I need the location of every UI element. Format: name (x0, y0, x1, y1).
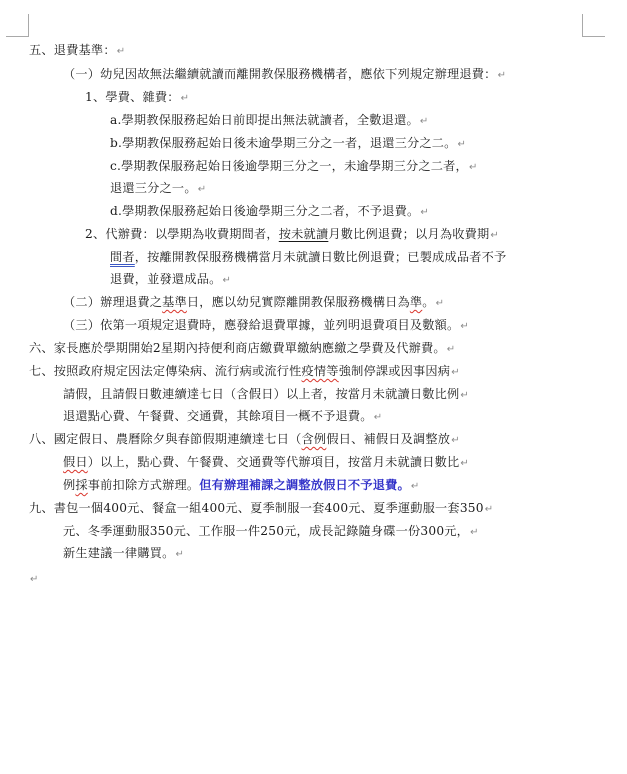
paragraph-mark-icon: ↵ (470, 527, 479, 538)
section-6: 六、家長應於學期開始2星期內持便利商店繳費單繳納應繳之學費及代辦費。↵ (29, 341, 456, 355)
spellcheck-flagged-text: 假日 (63, 455, 88, 469)
paragraph-mark-icon: ↵ (457, 139, 467, 150)
item-5-1-1-c: c.學期教保服務起始日後逾學期三分之一，未逾學期三分之二者，↵ (110, 159, 478, 173)
section-9-cont2: 新生建議一律購買。↵ (63, 546, 185, 560)
section-8-cont: 假日）以上，點心費、午餐費、交通費等代辦項目，按當月未就讀日數比↵ (63, 455, 469, 469)
item-5-1-1-a: a.學期教保服務起始日前即提出無法就讀者，全數退還。↵ (110, 113, 429, 127)
paragraph-mark-icon: ↵ (490, 230, 499, 241)
item-5-1-1-d: d.學期教保服務起始日後逾學期三分之二者，不予退費。↵ (110, 204, 429, 218)
item-5-1-2-cont: 間者，按離開教保服務機構當月未就讀日數比例退費；已製成成品者不予 (110, 250, 507, 264)
spellcheck-flagged-text: 含例 (301, 432, 327, 446)
empty-paragraph (29, 570, 39, 588)
paragraph-mark-icon: ↵ (116, 46, 126, 57)
section-7-cont: 請假，且請假日數連續達七日（含假日）以上者，按當月未就讀日數比例↵ (63, 387, 469, 401)
spellcheck-flagged-text: 基準 (162, 295, 187, 309)
section-5-heading: 五、退費基準：↵ (29, 43, 126, 57)
paragraph-mark-icon: ↵ (460, 458, 469, 469)
item-5-1-2-cont2: 退費，並發還成品。↵ (110, 272, 232, 286)
spellcheck-flagged-text: 準 (409, 295, 423, 309)
item-5-1-1-b: b.學期教保服務起始日後未逾學期三分之一者，退還三分之二。↵ (110, 136, 467, 150)
paragraph-mark-icon: ↵ (468, 162, 478, 173)
section-9: 九、書包一個400元、餐盒一組400元、夏季制服一套400元、夏季運動服一套350↵ (29, 501, 494, 515)
paragraph-mark-icon: ↵ (451, 367, 460, 378)
section-7-cont2: 退還點心費、午餐費、交通費，其餘項目一概不予退費。↵ (63, 409, 383, 423)
section-8-cont2: 例採事前扣除方式辦理。但有辦理補課之調整放假日不予退費。↵ (63, 478, 420, 492)
section-9-cont: 元、冬季運動服350元、工作服一件250元，成長記錄隨身碟一份300元，↵ (63, 524, 479, 538)
item-5-2: （二）辦理退費之基準日，應以幼兒實際離開教保服務機構日為準。↵ (63, 295, 445, 309)
grammar-flagged-text: 間者 (110, 250, 135, 264)
paragraph-mark-icon: ↵ (222, 275, 232, 286)
item-5-1: （一）幼兒因故無法繼續就讀而離開教保服務機構者，應依下列規定辦理退費：↵ (63, 67, 507, 81)
paragraph-mark-icon: ↵ (484, 504, 494, 515)
paragraph-mark-icon: ↵ (30, 574, 39, 585)
section-8: 八、國定假日、農曆除夕與春節假期連續達七日（含例假日、補假日及調整放↵ (29, 432, 460, 446)
crop-mark-top-left (6, 14, 29, 37)
paragraph-mark-icon: ↵ (446, 344, 456, 355)
paragraph-mark-icon: ↵ (460, 390, 469, 401)
item-5-1-2: 2、代辦費：以學期為收費期間者，按未就讀月數比例退費；以月為收費期↵ (85, 227, 499, 241)
paragraph-mark-icon: ↵ (460, 321, 469, 332)
underlined-text: 按未就讀 (278, 227, 329, 241)
section-7: 七、按照政府規定因法定傳染病、流行病或流行性疫情等強制停課或因事因病↵ (29, 364, 460, 378)
item-5-3: （三）依第一項規定退費時，應發給退費單據，並列明退費項目及數額。↵ (63, 318, 469, 332)
paragraph-mark-icon: ↵ (180, 93, 190, 104)
paragraph-mark-icon: ↵ (410, 481, 420, 492)
item-5-1-1-c-cont: 退還三分之一。↵ (110, 181, 207, 195)
item-5-1-1: 1、學費、雜費：↵ (85, 90, 190, 104)
paragraph-mark-icon: ↵ (435, 298, 445, 309)
paragraph-mark-icon: ↵ (451, 435, 460, 446)
crop-mark-top-right (582, 14, 605, 37)
paragraph-mark-icon: ↵ (420, 207, 429, 218)
paragraph-mark-icon: ↵ (373, 412, 383, 423)
emphasis-blue-text: 但有辦理補課之調整放假日不予退費 (199, 478, 398, 492)
paragraph-mark-icon: ↵ (497, 70, 507, 81)
spellcheck-flagged-text: 採 (75, 478, 88, 492)
paragraph-mark-icon: ↵ (419, 116, 429, 127)
paragraph-mark-icon: ↵ (175, 549, 185, 560)
paragraph-mark-icon: ↵ (197, 184, 207, 195)
spellcheck-flagged-text: 疫情等 (301, 364, 339, 378)
